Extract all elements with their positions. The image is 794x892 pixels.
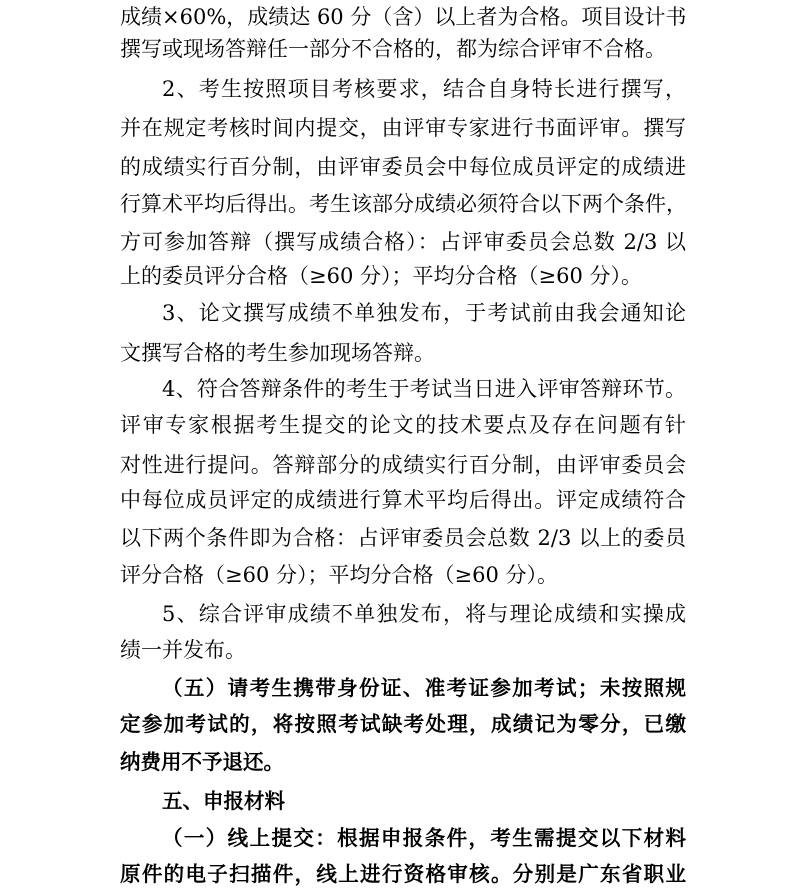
text-line: 对性进行提问。答辩部分的成绩实行百分制，由评审委员会 (120, 453, 686, 477)
notice-line: 定参加考试的，将按照考试缺考处理，成绩记为零分，已缴 (120, 712, 686, 736)
notice-line: 纳费用不予退还。 (120, 750, 284, 774)
paragraph-5-start: 5、综合评审成绩不单独发布，将与理论成绩和实操成 (162, 602, 686, 626)
text-line: 绩一并发布。 (120, 638, 246, 662)
text-line: 并在规定考核时间内提交，由评审专家进行书面评审。撰写 (120, 116, 686, 140)
text-line: 上的委员评分合格（≥60 分）；平均分合格（≥60 分）。 (120, 264, 642, 288)
text-line: 的成绩实行百分制，由评审委员会中每位成员评定的成绩进 (120, 155, 686, 179)
text-line: 中每位成员评定的成绩进行算术平均后得出。评定成绩符合 (120, 488, 686, 512)
paragraph-2-start: 2、考生按照项目考核要求，结合自身特长进行撰写， (162, 77, 686, 101)
text-line: 评审专家根据考生提交的论文的技术要点及存在问题有针 (120, 413, 686, 437)
text-line: 成绩×60%，成绩达 60 分（含）以上者为合格。项目设计书 (120, 5, 687, 29)
text-line: 以下两个条件即为合格：占评审委员会总数 2/3 以上的委员 (120, 526, 686, 550)
subsection-paragraph-start: （一）线上提交：根据申报条件，考生需提交以下材料 (162, 826, 686, 850)
section-heading: 五、申报材料 (162, 789, 285, 813)
text-line: 行算术平均后得出。考生该部分成绩必须符合以下两个条件， (120, 192, 687, 216)
text-line: 方可参加答辩（撰写成绩合格）：占评审委员会总数 2/3 以 (120, 230, 686, 254)
paragraph-4-start: 4、符合答辩条件的考生于考试当日进入评审答辩环节。 (162, 377, 686, 401)
paragraph-3-start: 3、论文撰写成绩不单独发布，于考试前由我会通知论 (162, 301, 686, 325)
text-line: 撰写或现场答辩任一部分不合格的，都为综合评审不合格。 (120, 37, 666, 61)
text-line: 文撰写合格的考生参加现场答辩。 (120, 341, 435, 365)
notice-paragraph-start: （五）请考生携带身份证、准考证参加考试；未按照规 (162, 676, 686, 700)
text-line: 评分合格（≥60 分）；平均分合格（≥60 分）。 (120, 563, 558, 587)
subsection-line: 原件的电子扫描件，线上进行资格审核。分别是广东省职业 (120, 862, 686, 886)
